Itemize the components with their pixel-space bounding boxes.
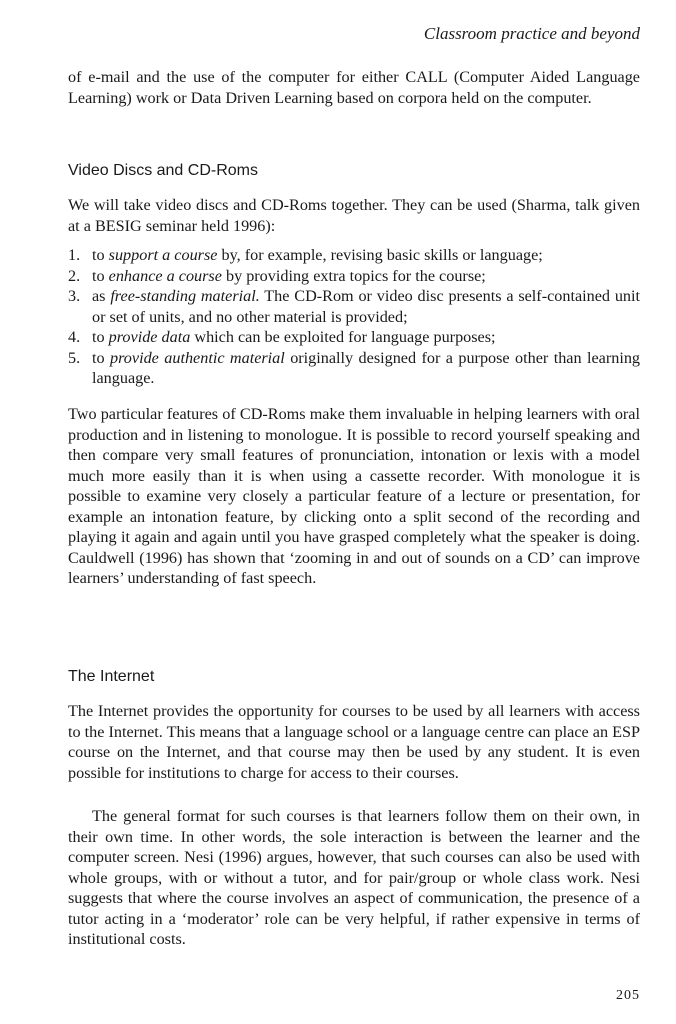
list-item-text: to (92, 348, 111, 367)
list-item-text: The CD-Rom or video disc presents a self-contained unit or set of units, and no other material is provided; (92, 287, 641, 326)
list-item-text: originally designed for a purpose other than learning language. (92, 348, 641, 387)
list-item-emphasis: free-standing material. (110, 287, 260, 305)
list-item-number: 3. (68, 287, 81, 305)
cd-rom-features-paragraph: Two particular features of CD-Roms make them invaluable in helping learners with oral production and in listening to monologue. It is possible to record yourself speaking and then compare very small features of pronunciation, intonation or lexis with a model much more easily than it is when using a cassette recorder. With monologue it is possible to examine very closely a particular feature of a lecture or presentation, for example an intonation feature, by clicking onto a split second of the recording and playing it again and again until you have grasped completely what the speaker is doing. Cauldwell (1996) has shown that ‘zooming in and out of sounds on a CD’ can improve learners’ understanding of fast speech. (68, 405, 640, 587)
list-item-number: 1. (68, 246, 81, 264)
list-item-number: 2. (68, 266, 81, 285)
section-lead-paragraph: We will take video discs and CD-Roms together. They can be used (Sharma, talk given at a BESIG seminar held 1996): (68, 196, 640, 235)
list-item (68, 286, 640, 327)
list-item (68, 348, 640, 389)
list-item-text: by, for example, revising basic skills or language; (217, 246, 543, 264)
list-item (68, 327, 640, 348)
list-item-text: to (92, 328, 109, 346)
list-item-emphasis: provide authentic material (110, 348, 285, 367)
list-item-text: to (92, 266, 109, 285)
list-item-emphasis: support a course (108, 246, 218, 264)
running-head: Classroom practice and beyond (423, 24, 640, 43)
intro-paragraph: of e-mail and the use of the computer for either CALL (Computer Aided Language Learning) work or Data Driven Learning based on corpora held on the computer. (68, 68, 640, 107)
section-heading-video-discs: Video Discs and CD-Roms (68, 162, 258, 179)
list-item-text: to (92, 246, 109, 264)
list-item (68, 245, 640, 266)
internet-paragraph-1: The Internet provides the opportunity for courses to be used by all learners with access to the Internet. This means that a language school or a language centre can place an ESP course on the Internet, and that course may then be used by any student. It is even possible for institutions to charge for access to their courses. (68, 702, 640, 782)
list-item-number: 4. (68, 328, 81, 346)
page-number: 205 (616, 988, 640, 1003)
list-item-number: 5. (68, 348, 81, 367)
uses-list (68, 245, 640, 389)
internet-paragraph-2: The general format for such courses is that learners follow them on their own, in their own time. In other words, the sole interaction is between the learner and the computer screen. Nesi (1996) argues, however, that such courses can also be used with whole groups, with or without a tutor, and for pair/group or whole class work. Nesi suggests that where the course involves an aspect of communication, the presence of a tutor acting in a ‘moderator’ role can be very helpful, if rather expensive in terms of institutional costs. (68, 807, 640, 948)
list-item-text: which can be exploited for language purposes; (190, 328, 496, 346)
list-item-text: as (92, 287, 111, 305)
section-heading-internet: The Internet (68, 668, 155, 685)
list-item-emphasis: enhance a course (108, 266, 222, 285)
list-item-text: by providing extra topics for the course; (221, 266, 486, 285)
list-item-emphasis: provide data (108, 328, 191, 346)
list-item (68, 266, 640, 287)
